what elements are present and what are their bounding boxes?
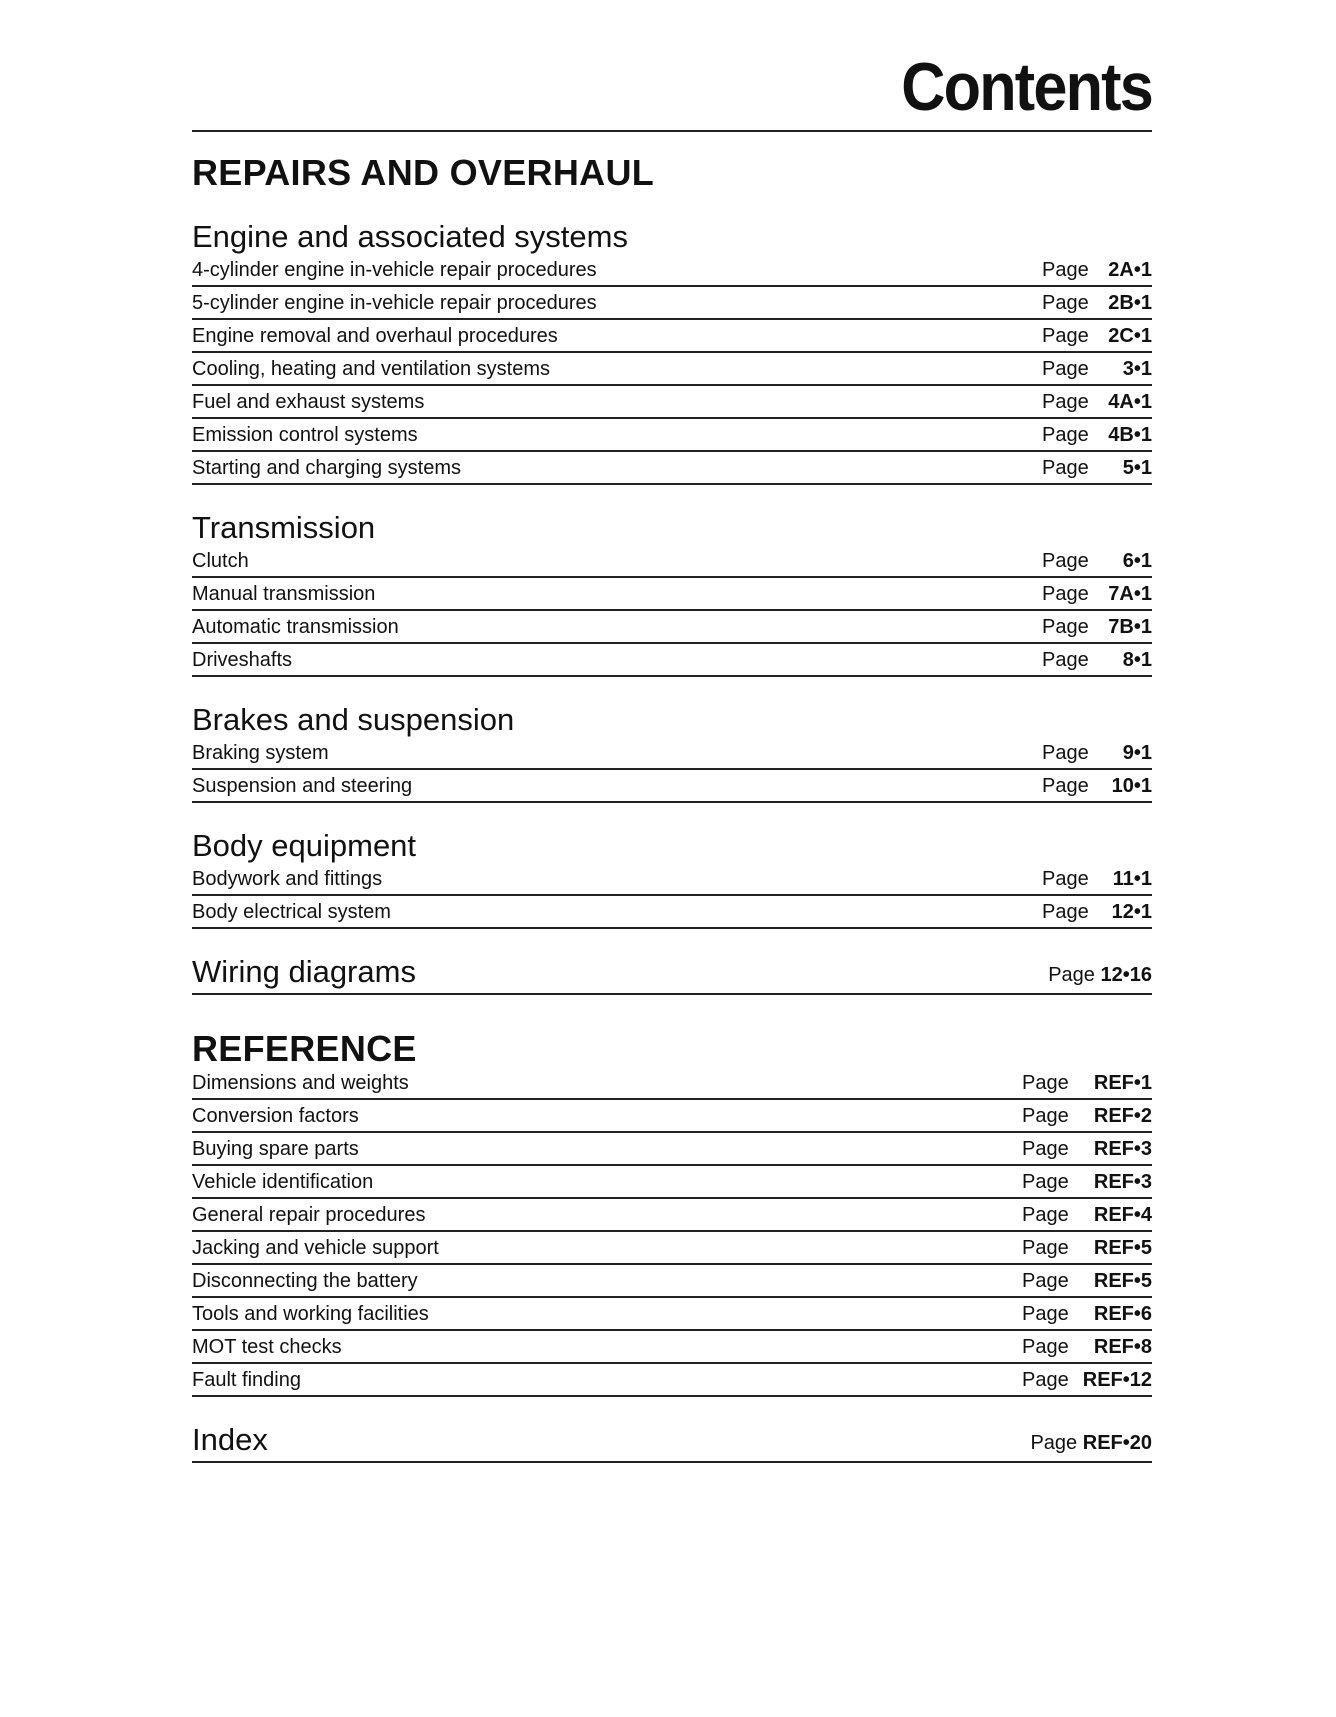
reference-heading: REFERENCE [192,1028,417,1069]
toc-entry-label: Bodywork and fittings [192,868,383,890]
page-number: 7B•1 [1108,616,1152,638]
page-word: Page [1042,391,1089,413]
repairs-heading: REPAIRS AND OVERHAUL [192,152,655,193]
page-word: Page [1042,616,1089,638]
page-number: 4B•1 [1108,424,1152,446]
toc-entry[interactable] [192,452,1152,485]
toc-entry[interactable] [192,770,1152,803]
toc-entry-label: 4-cylinder engine in-vehicle repair procedures [192,259,597,281]
page-word: Page [1022,1270,1069,1292]
page-word: Page [1042,424,1089,446]
page-number: 8•1 [1122,649,1152,671]
reference-list [192,1067,1152,1397]
page-number: 10•1 [1111,775,1152,797]
page-number: REF•3 [1093,1171,1152,1193]
toc-entry-label: Manual transmission [192,583,376,605]
section-title: Body equipment [192,828,417,863]
page-number: 4A•1 [1108,391,1152,413]
wiring-page: Page 12•16 [1048,964,1152,986]
page-word: Page [1042,457,1089,479]
toc-entry-label: Disconnecting the battery [192,1270,418,1292]
toc-entry[interactable] [192,1232,1152,1265]
toc-entry-label: Clutch [192,550,249,572]
toc-entry-label: Conversion factors [192,1105,359,1127]
toc-entry-label: Vehicle identification [192,1171,374,1193]
toc-entry[interactable] [192,578,1152,611]
toc-entry-label: MOT test checks [192,1336,342,1358]
toc-entry-label: Emission control systems [192,424,418,446]
toc-entry[interactable] [192,644,1152,677]
page-number: REF•1 [1093,1072,1152,1094]
page-word: Page [1022,1237,1069,1259]
toc-entry-label: Tools and working facilities [192,1303,429,1325]
page-title: Contents [901,49,1152,125]
page-word: Page [1022,1138,1069,1160]
toc-entry-label: Jacking and vehicle support [192,1237,439,1259]
toc-entry[interactable] [192,1364,1152,1397]
page-word: Page [1042,292,1089,314]
toc-entry-label: Suspension and steering [192,775,413,797]
page-number: 2A•1 [1108,259,1152,281]
page-number: 7A•1 [1108,583,1152,605]
page-number: 2B•1 [1108,292,1152,314]
toc-entry[interactable] [192,1100,1152,1133]
toc-entry-label: Automatic transmission [192,616,399,638]
toc-entry[interactable] [192,1067,1152,1100]
page-number: 12•1 [1111,901,1152,923]
page-word: Page [1042,550,1089,572]
toc-entry-label: Dimensions and weights [192,1072,409,1094]
toc-entry[interactable] [192,1298,1152,1331]
page-number: REF•8 [1093,1336,1152,1358]
page-word: Page [1042,649,1089,671]
page-word: Page [1042,259,1089,281]
page-word: Page [1042,742,1089,764]
toc-entry-label: Buying spare parts [192,1138,359,1160]
page-word: Page [1042,583,1089,605]
section-title: Engine and associated systems [192,219,628,254]
toc-entry[interactable] [192,1133,1152,1166]
toc-entry-wiring-diagrams[interactable] [192,955,1152,995]
toc-section [192,220,1152,485]
page-number: REF•3 [1093,1138,1152,1160]
page-word: Page [1042,901,1089,923]
page-number: 2C•1 [1108,325,1152,347]
toc-entry[interactable] [192,863,1152,896]
page-number: REF•12 [1082,1369,1152,1391]
toc-entry[interactable] [192,737,1152,770]
page-number: REF•2 [1093,1105,1152,1127]
index-title: Index [192,1422,268,1457]
toc-entry[interactable] [192,419,1152,452]
toc-entry-label: Fuel and exhaust systems [192,391,425,413]
page-word: Page [1042,358,1089,380]
toc-entry[interactable] [192,353,1152,386]
toc-entry[interactable] [192,1331,1152,1364]
toc-entry[interactable] [192,287,1152,320]
page-number: 9•1 [1122,742,1152,764]
page-word: Page [1022,1303,1069,1325]
page-word: Page [1042,775,1089,797]
toc-entry-label: General repair procedures [192,1204,426,1226]
toc-entry-label: Fault finding [192,1369,301,1391]
page-word: Page [1022,1105,1069,1127]
toc-entry-label: Braking system [192,742,329,764]
page-word: Page [1022,1204,1069,1226]
toc-entry-label: Cooling, heating and ventilation systems [192,358,550,380]
section-title: Transmission [192,510,376,545]
wiring-title: Wiring diagrams [192,954,416,989]
index-section [192,1423,1152,1463]
repairs-sections [192,220,1152,929]
section-title: Brakes and suspension [192,702,515,737]
toc-section [192,511,1152,677]
toc-entry-label: Engine removal and overhaul procedures [192,325,558,347]
toc-entry[interactable] [192,1166,1152,1199]
toc-entry-label: Body electrical system [192,901,391,923]
page-word: Page [1042,325,1089,347]
contents-page [192,48,1152,1463]
toc-section [192,829,1152,929]
toc-entry[interactable] [192,1199,1152,1232]
page-number: REF•5 [1093,1270,1152,1292]
page-word: Page [1022,1369,1069,1391]
toc-entry[interactable] [192,386,1152,419]
toc-entry-label: 5-cylinder engine in-vehicle repair procedures [192,292,597,314]
toc-entry[interactable] [192,545,1152,578]
page-number: 6•1 [1122,550,1152,572]
toc-entry[interactable] [192,320,1152,353]
page-number: REF•6 [1093,1303,1152,1325]
toc-entry-index[interactable] [192,1423,1152,1463]
page-number: REF•4 [1093,1204,1152,1226]
page-word: Page [1022,1072,1069,1094]
index-page: Page REF•20 [1030,1432,1152,1454]
toc-entry[interactable] [192,1265,1152,1298]
toc-entry[interactable] [192,254,1152,287]
toc-entry-label: Starting and charging systems [192,457,462,479]
wiring-section [192,955,1152,995]
page-number: 5•1 [1122,457,1152,479]
toc-section [192,703,1152,803]
page-number: 11•1 [1112,868,1152,890]
toc-entry[interactable] [192,896,1152,929]
page-word: Page [1022,1336,1069,1358]
toc-entry-label: Driveshafts [192,649,293,671]
page-word: Page [1022,1171,1069,1193]
page-number: REF•5 [1093,1237,1152,1259]
page-number: 3•1 [1122,358,1152,380]
toc-entry[interactable] [192,611,1152,644]
title-rule [192,130,1152,132]
page-word: Page [1042,868,1089,890]
